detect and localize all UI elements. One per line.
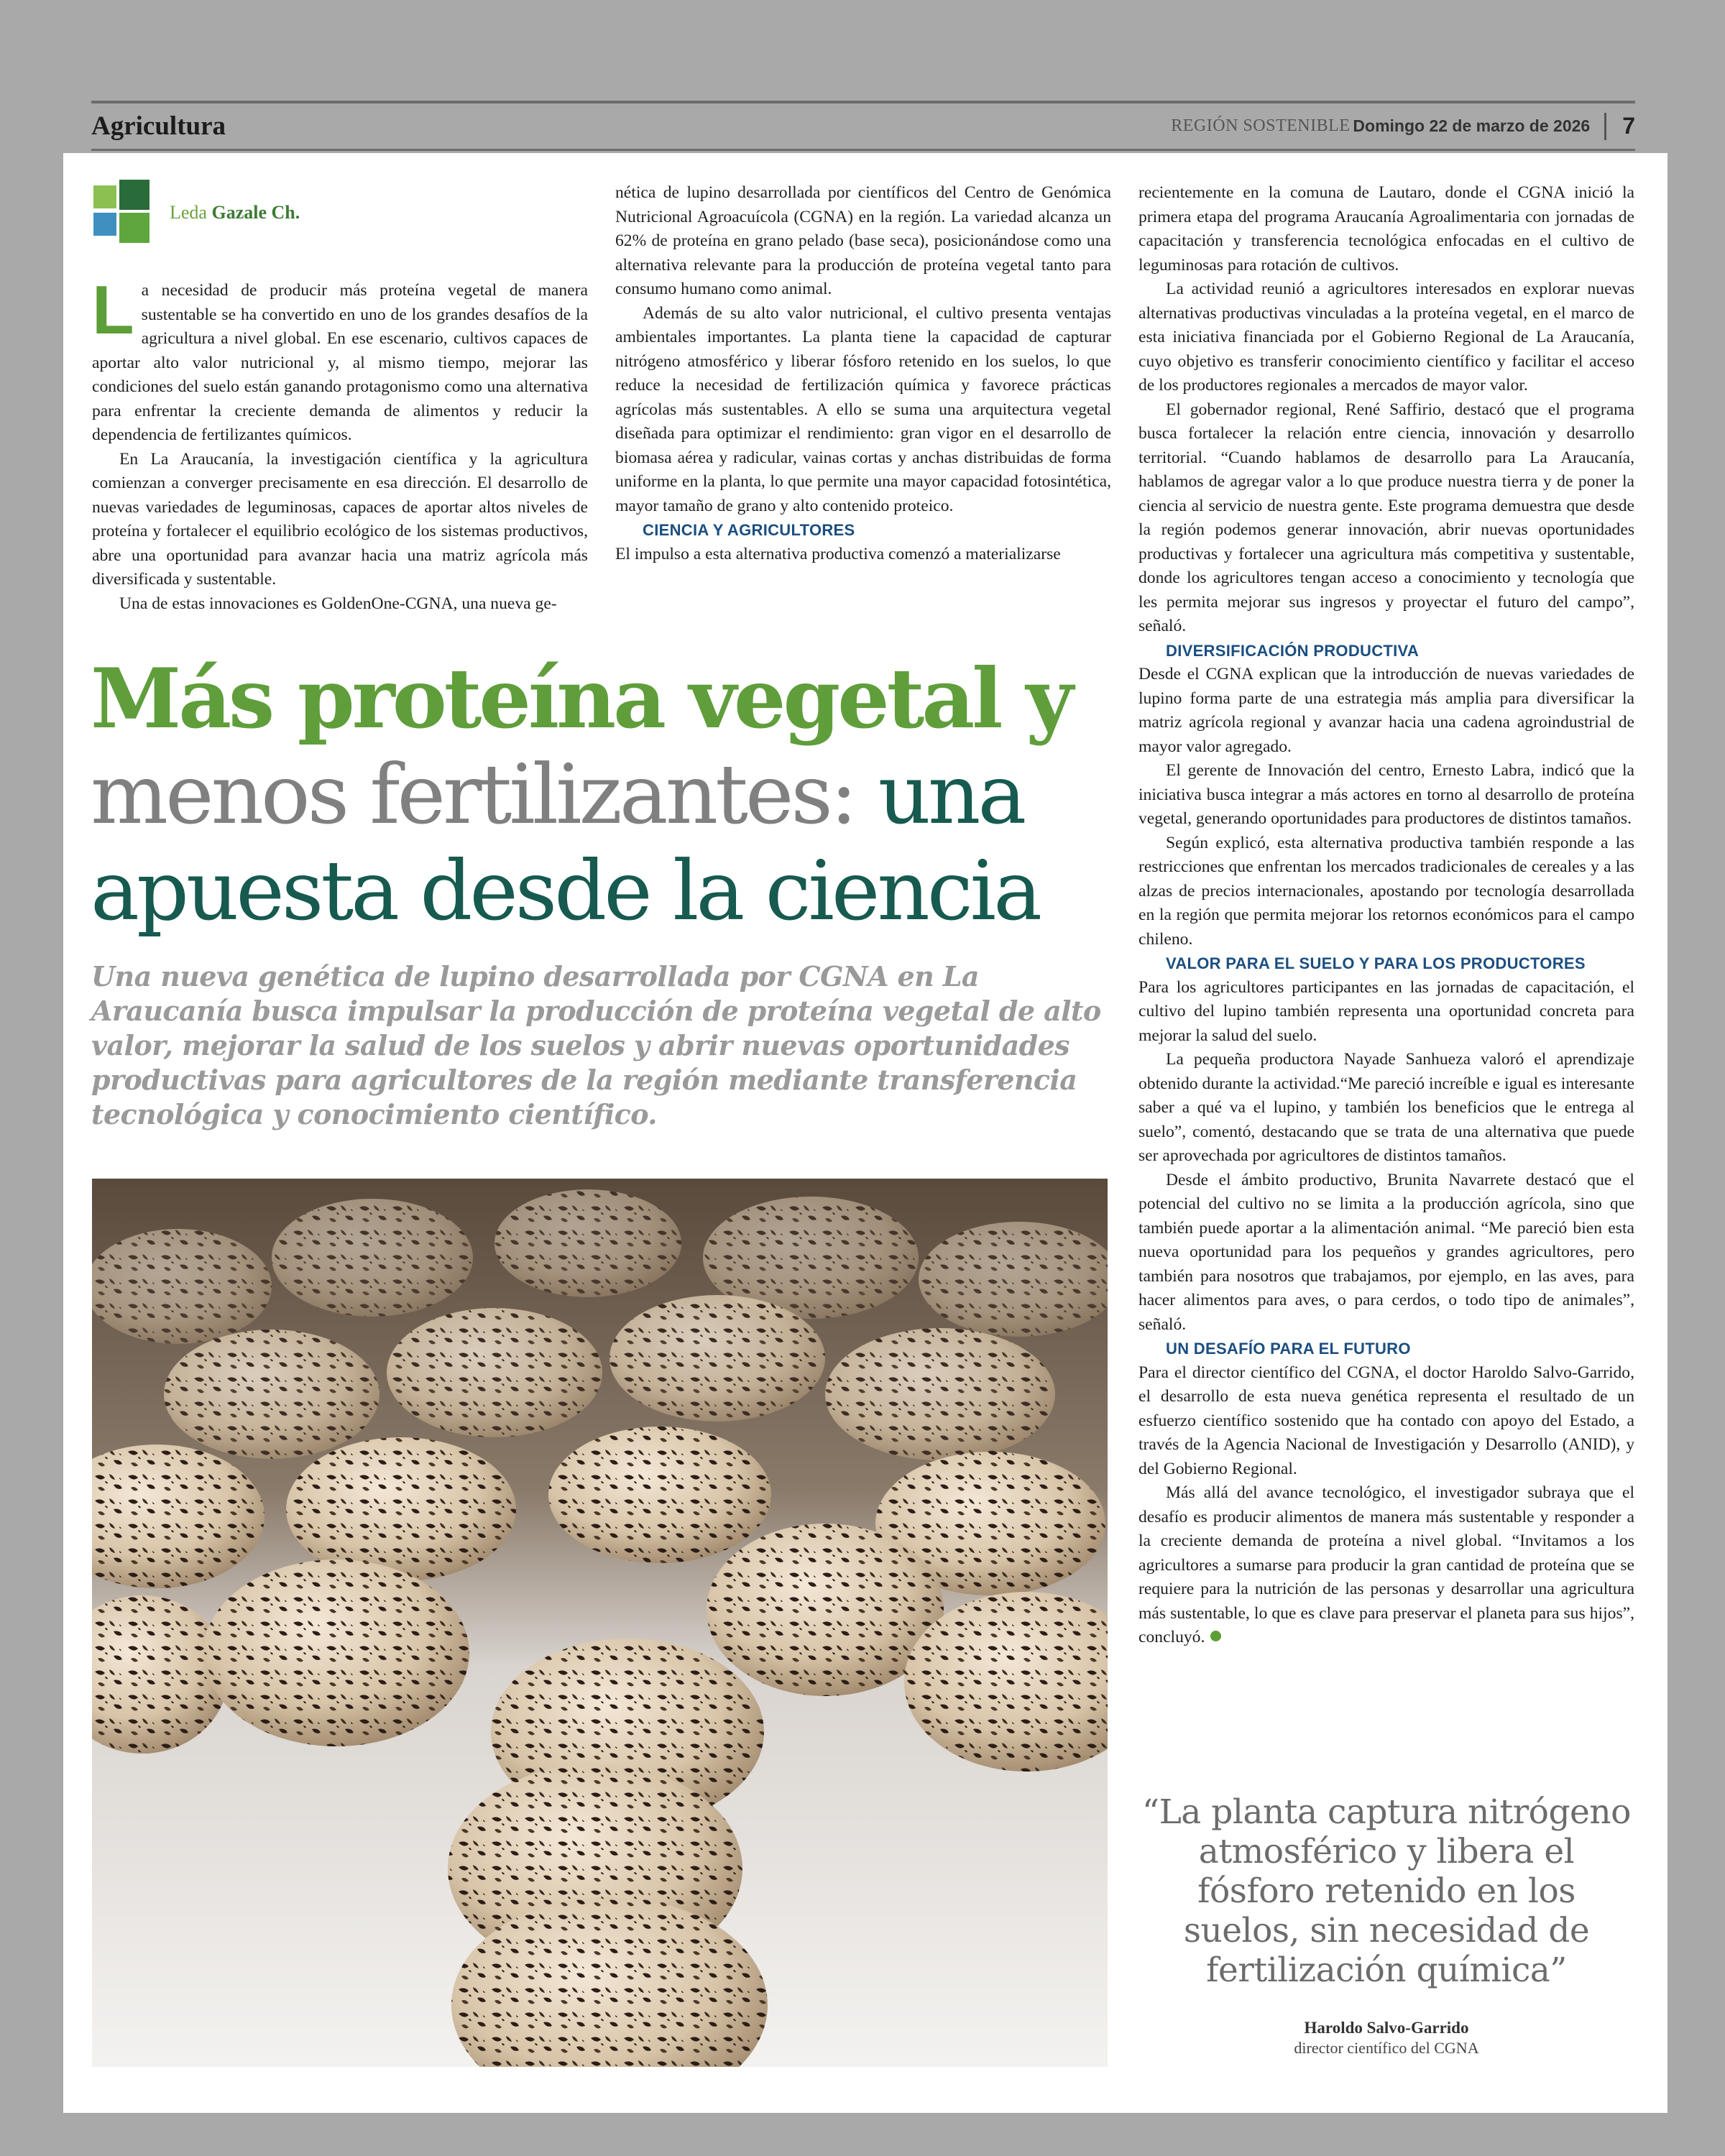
article-column-2 bbox=[615, 181, 1111, 566]
paragraph: La pequeña productora Nayade Sanhueza valoró el aprendizaje obtenido durante la actividad.“Me pareció increíble e igual es interesante saber a qué va el lupino, y también los beneficios que le entrega al suelo”, comentó, destacando que se trata de una alternativa que puede ser aprovechada por agricultores de distintos tamaños. bbox=[1138, 1050, 1634, 1165]
paragraph: Para el director científico del CGNA, el doctor Haroldo Salvo-Garrido, el desarrollo de esta nueva genética representa el resultado de un esfuerzo científico sostenido que ha contado con apoyo del Estado, a través de la Agencia Nacional de Investigación y Desarrollo (ANID), y del Gobierno Regional. bbox=[1138, 1363, 1634, 1478]
paragraph: recientemente en la comuna de Lautaro, donde el CGNA inició la primera etapa del programa Araucanía Agroalimentaria con jornadas de capacitación y transferencia tecnológica enfocadas en el cultivo de leguminosas para rotación de cultivos. bbox=[1138, 183, 1634, 275]
section-name: Agricultura bbox=[91, 111, 226, 141]
publication-date: Domingo 22 de marzo de 2026 bbox=[1353, 116, 1591, 135]
headline-line-2b: una bbox=[855, 747, 1024, 842]
paragraph: El impulso a esta alternativa productiva comenzó a materializarse bbox=[615, 544, 1061, 563]
drop-cap: L bbox=[92, 272, 134, 349]
subhead-valor: VALOR PARA EL SUELO Y PARA LOS PRODUCTORES bbox=[1166, 954, 1586, 972]
pull-quote: “La planta captura nitrógeno atmosférico y libera el fósforo retenido en los suelos, sin necesidad de fertilización química” bbox=[1142, 1792, 1631, 1990]
article-deck: Una nueva genética de lupino desarrollada por CGNA en La Araucanía busca impulsar la producción de proteína vegetal de alto valor, mejorar la salud de los suelos y abrir nuevas oportunidades productivas para agricultores de la región mediante transferencia tecnológica y conocimiento científico. bbox=[91, 960, 1101, 1130]
paragraph: Desde el ámbito productivo, Brunita Navarrete destacó que el potencial del cultivo no se limita a la producción agrícola, sino que también puede aportar a la alimentación animal. “Me pareció bien esta nueva oportunidad para los pequeños y grandes agricultores, pero también para nosotros que trabajamos, por ejemplo, en las aves, para hacer alimentos para aves, o para cerdos, o todo tipo de animales”, señaló. bbox=[1138, 1170, 1634, 1334]
paragraph: El gobernador regional, René Saffirio, destacó que el programa busca fortalecer la relación entre ciencia, innovación y desarrollo territorial. “Cuando hablamos de desarrollo para La Araucanía, hablamos de agregar valor a lo que produce nuestra tierra y de poner la ciencia al servicio de nuestra gente. Este programa demuestra que desde la región podemos generar innovación, abrir nuevas oportunidades productivas y fortalecer una agricultura más competitiva y sustentable, donde los agricultores tengan acceso a conocimiento y tecnología que les permita mejorar sus ingresos y proyectar el futuro del campo”, señaló. bbox=[1138, 400, 1634, 635]
headline-line-3: apuesta desde la ciencia bbox=[91, 843, 1040, 939]
paragraph: En La Araucanía, la investigación científica y la agricultura comienzan a converger precisamente en esa dirección. El desarrollo de nuevas variedades de leguminosas, capaces de aportar altos niveles de proteína y fortalecer el equilibrio ecológico de los sistemas productivos, abre una oportunidad para avanzar hacia una matriz agrícola más diversificada y sustentable. bbox=[92, 449, 588, 589]
paragraph: El gerente de Innovación del centro, Ernesto Labra, indicó que la iniciativa busca integrar a más actores en torno al desarrollo de proteína vegetal, generando oportunidades para productores de distintos tamaños. bbox=[1138, 761, 1634, 828]
paragraph: Según explicó, esta alternativa productiva también responde a las restricciones que enfrentan los mercados tradicionales de cereales y a las alzas de precios internacionales, apostando por tecnología desarrollada en la región que permita mejorar los retornos económicos para el campo chileno. bbox=[1138, 833, 1634, 949]
paragraph: La necesidad de producir más proteína vegetal de manera sustentable se ha convertido en uno de los grandes desafíos de la agricultura a nivel global. En ese escenario, cultivos capaces de aportar alto valor nutricional y, al mismo tiempo, mejorar las condiciones del suelo están ganando protagonismo como una alternativa para enfrentar la creciente demanda de alimentos y reducir la dependencia de fertilizantes químicos. bbox=[92, 272, 588, 444]
headline-line-1: Más proteína vegetal y bbox=[91, 650, 1071, 747]
publication-brand: REGIÓN SOSTENIBLE bbox=[1171, 116, 1351, 135]
article-column-1 bbox=[92, 272, 588, 616]
subhead-desafio: UN DESAFÍO PARA EL FUTURO bbox=[1166, 1340, 1411, 1358]
byline bbox=[93, 180, 300, 246]
page-number: 7 bbox=[1622, 113, 1635, 139]
paragraph: Más allá del avance tecnológico, el investigador subraya que el desafío es producir alimentos de manera más sustentable y responder a la creciente demanda de proteína a nivel global. “Invitamos a los agricultores a sumarse para producir la gran cantidad de proteína que se requiere para la nutrición de las personas y desarrollar una agricultura más sustentable, lo que es clave para preservar el planeta para sus hijos”, concluyó. bbox=[1138, 1483, 1634, 1646]
paragraph: Una de estas innovaciones es GoldenOne-CGNA, una nueva ge- bbox=[119, 594, 557, 613]
paragraph: Además de su alto valor nutricional, el cultivo presenta ventajas ambientales importantes. La planta tiene la capacidad de capturar nitrógeno atmosférico y liberar fósforo retenido en los suelos, lo que reduce la necesidad de fertilización química y favorece prácticas agrícolas más sustentables. A ello se suma una arquitectura vegetal diseñada para optimizar el rendimiento: gran vigor en el desarrollo de biomasa aérea y radicular, vainas cortas y anchas distribuidas de forma uniforme en la planta, lo que permite una mayor capacidad fotosintética, mayor tamaño de grano y alto contenido proteico. bbox=[615, 303, 1111, 515]
paragraph: nética de lupino desarrollada por científicos del Centro de Genómica Nutricional Agroacuícola (CGNA) en la región. La variedad alcanza un 62% de proteína en grano pelado (base seca), posicionándose como una alternativa relevante para la producción de proteína vegetal tanto para consumo humano como animal. bbox=[615, 183, 1111, 298]
paragraph: Desde el CGNA explican que la introducción de nuevas variedades de lupino forma parte de una estrategia más amplia para diversificar la matriz agrícola regional y avanzar hacia una cadena agroindustrial de mayor valor agregado. bbox=[1138, 665, 1634, 756]
lupin-seeds-photo bbox=[92, 1179, 1108, 2067]
header-divider bbox=[1604, 113, 1606, 140]
quote-author-role: director científico del CGNA bbox=[1294, 2039, 1479, 2057]
subhead-ciencia: CIENCIA Y AGRICULTORES bbox=[643, 521, 855, 539]
paragraph: La actividad reunió a agricultores interesados en explorar nuevas alternativas productivas vinculadas a la proteína vegetal, en el marco de esta iniciativa financiada por el Gobierno Regional de La Araucanía, cuyo objetivo es transferir conocimiento científico y facilitar el acceso de los productores regionales a mercados de mayor valor. bbox=[1138, 280, 1634, 395]
headline bbox=[91, 650, 1111, 939]
quote-author-name: Haroldo Salvo-Garrido bbox=[1304, 2019, 1469, 2037]
header-info bbox=[1171, 113, 1635, 140]
page-header bbox=[91, 101, 1635, 151]
end-mark-icon bbox=[1210, 1631, 1221, 1641]
author-logo-icon bbox=[93, 180, 160, 246]
author-name: Leda Gazale Ch. bbox=[170, 202, 300, 223]
quote-attribution bbox=[1138, 2018, 1634, 2058]
article-column-3 bbox=[1138, 181, 1634, 1650]
paragraph: Para los agricultores participantes en las jornadas de capacitación, el cultivo del lupino también representa una oportunidad concreta para mejorar la salud del suelo. bbox=[1138, 977, 1634, 1045]
headline-line-2a: menos fertilizantes: bbox=[91, 747, 855, 842]
subhead-diversificacion: DIVERSIFICACIÓN PRODUCTIVA bbox=[1166, 641, 1420, 660]
